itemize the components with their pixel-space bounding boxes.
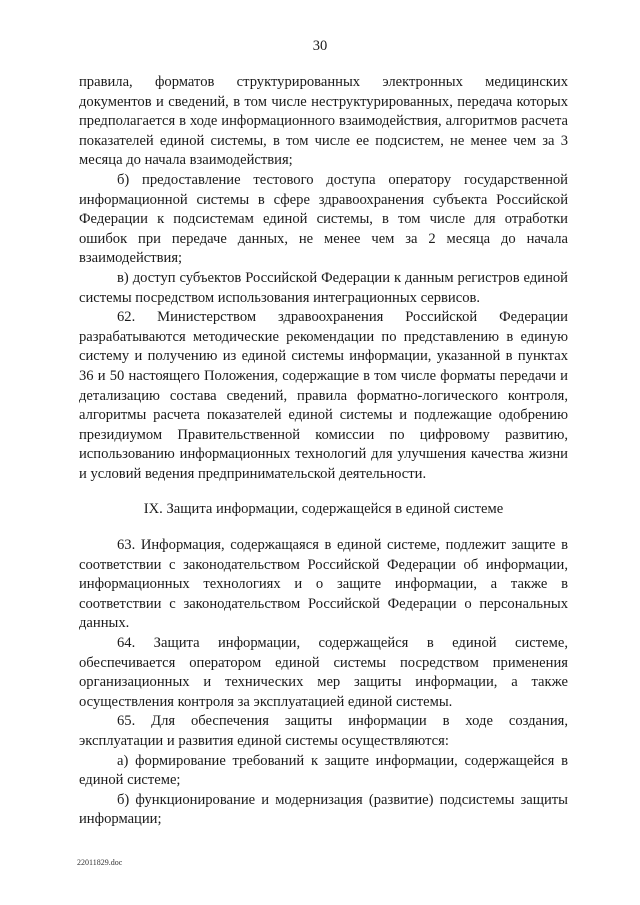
paragraph-64: 64. Защита информации, содержащейся в единой системе, обеспечивается оператором единой системы посредством применения организационных и технических мер защиты информации, а также осуществления контроля за эксплуатацией единой системы. <box>79 635 568 710</box>
paragraph-test-access: б) предоставление тестового доступа оператору государственной информационной системы в сфере здравоохранения субъекта Российской Федерации к подсистемам единой системы, в том числе для отработки ошибок при передаче данных, не менее чем за 2 месяца до начала взаимодействия; <box>79 171 568 267</box>
section-heading: IX. Защита информации, содержащейся в единой системе <box>143 501 504 518</box>
paragraph-rules-formats: правила, форматов структурированных электронных медицинских документов и сведений, в том числе неструктурированных, передача которых предполагается в ходе информационного взаимодействия, алгоритмов расчета показателей единой системы, в том числе ее подсистем, не менее чем за 3 месяца до начала взаимодействия; <box>79 74 568 169</box>
page-number: 30 <box>312 38 328 54</box>
footer-file-code: 22011829.doc <box>77 858 123 867</box>
paragraph-65: 65. Для обеспечения защиты информации в ходе создания, эксплуатации и развития единой системы осуществляются: <box>79 713 568 749</box>
document-body <box>79 73 568 830</box>
paragraph-registry-access: в) доступ субъектов Российской Федерации к данным регистров единой системы посредством использования интеграционных сервисов. <box>79 269 568 306</box>
paragraph-62: 62. Министерством здравоохранения Российской Федерации разрабатываются методические рекомендации по представлению в единую систему и получению из единой системы информации, указанной в пунктах 36 и 50 настоящего Положения, содержащие в том числе форматы передачи и детализацию состава сведений, правила форматно-логического контроля, алгоритмы расчета показателей единой системы и подлежащие одобрению президиумом Правительственной комиссии по цифровому развитию, использованию информационных технологий для улучшения качества жизни и условий ведения предпринимательской деятельности. <box>79 309 568 482</box>
paragraph-63: 63. Информация, содержащаяся в единой системе, подлежит защите в соответствии с законодательством Российской Федерации об информации, информационных технологиях и о защите информации, а также в соответствии с законодательством Российской Федерации о персональных данных. <box>79 537 568 632</box>
paragraph-65-b: б) функционирование и модернизация (развитие) подсистемы защиты информации; <box>79 791 568 828</box>
paragraph-65-a: а) формирование требований к защите информации, содержащейся в единой системе; <box>79 752 568 789</box>
